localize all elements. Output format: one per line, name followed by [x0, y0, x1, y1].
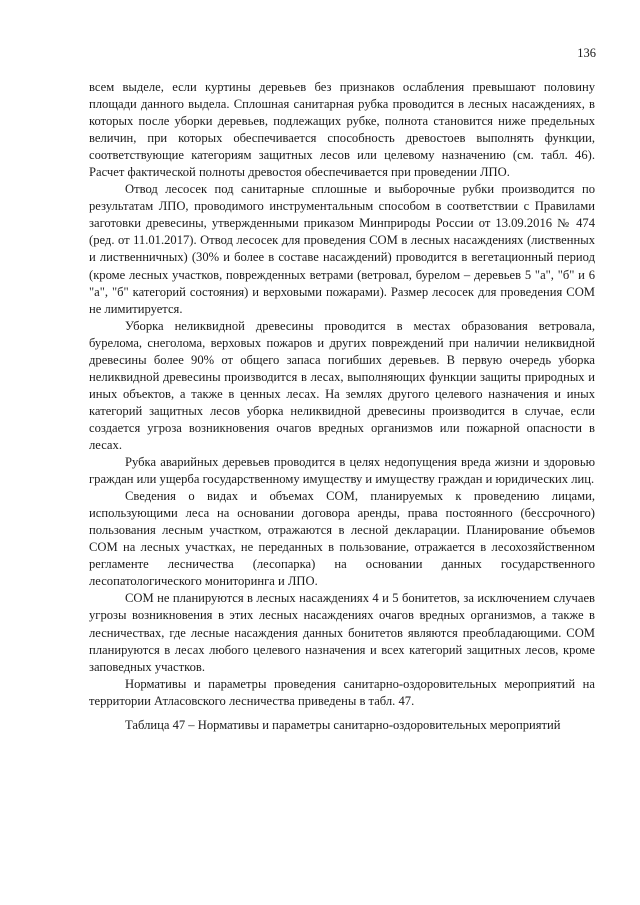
body-text — [89, 79, 595, 734]
paragraph-som-information: Сведения о видах и объемах СОМ, планируемых к проведению лицами, использующими леса на основании договора аренды, права постоянного (бессрочного) пользования лесным участком, отражаются в лесной декларации. Планирование объемов СОМ на лесных участках, не переданных в пользование, отражается в лесохозяйственном регламенте лесничества (лесопарка) на основании данных государственного лесопатологического мониторинга и ЛПО. — [89, 489, 595, 589]
paragraph-norms-reference: Нормативы и параметры проведения санитарно-оздоровительных мероприятий на территории Атласовского лесничества приведены в табл. 47. — [89, 676, 595, 708]
paragraph-continuation: всем выделе, если куртины деревьев без признаков ослабления превышают половину площади данного выдела. Сплошная санитарная рубка проводится в лесных насаждениях, в которых после уборки деревьев, подлежащих рубке, полнота становится ниже предельных величин, при которых обеспечивается способность древостоев выполнять функции, соответствующие категориям защитных лесов или целевому назначению (см. табл. 46). Расчет фактической полноты древостоя обеспечивается при проведении ЛПО. — [89, 80, 595, 180]
table-caption: Таблица 47 – Нормативы и параметры санитарно-оздоровительных мероприятий — [125, 717, 561, 732]
paragraph-lesosek-allotment: Отвод лесосек под санитарные сплошные и выборочные рубки производится по результатам ЛПО, проводимого инструментальным способом в соответствии с Правилами заготовки древесины, утвержденными приказом Минприроды России от 13.09.2016 № 474 (ред. от 11.01.2017). Отвод лесосек для проведения СОМ в лесных насаждениях (лиственных и лиственничных) (30% и более в составе насаждений) проводится в вегетационный период (кроме лесных участков, поврежденных ветрами (ветровал, бурелом – деревьев 5 "а", "б" и 6 "а", "б" категорий состояния) и верховыми пожарами). Размер лесосек для проведения СОМ не лимитируется. — [89, 182, 595, 316]
paragraph-illiquid-wood-cleanup: Уборка неликвидной древесины проводится в местах образования ветровала, бурелома, снеголома, верховых пожаров и других повреждений при наличии неликвидной древесины более 90% от общего запаса погибших деревьев. В первую очередь уборка неликвидной древесины производится в лесах, выполняющих функции защиты природных и иных объектов, а также в ценных лесах. На землях другого целевого назначения и иных категорий защитных лесов уборка неликвидной древесины производится в случае, если создается угроза возникновения очагов вредных организмов или пожарной опасности в лесах. — [89, 318, 595, 452]
paragraph-emergency-trees: Рубка аварийных деревьев проводится в целях недопущения вреда жизни и здоровью граждан или ущерба государственному имуществу и имуществу граждан и юридических лиц. — [89, 455, 595, 487]
page-number: 136 — [577, 46, 596, 60]
paragraph-som-bonitet: СОМ не планируются в лесных насаждениях 4 и 5 бонитетов, за исключением случаев угрозы возникновения в этих лесных насаждениях очагов вредных организмов, а также в лесничествах, где лесные насаждения данных бонитетов являются преобладающими. СОМ планируются в лесах любого целевого назначения и всех категорий защитных лесов, кроме заповедных участков. — [89, 591, 595, 674]
